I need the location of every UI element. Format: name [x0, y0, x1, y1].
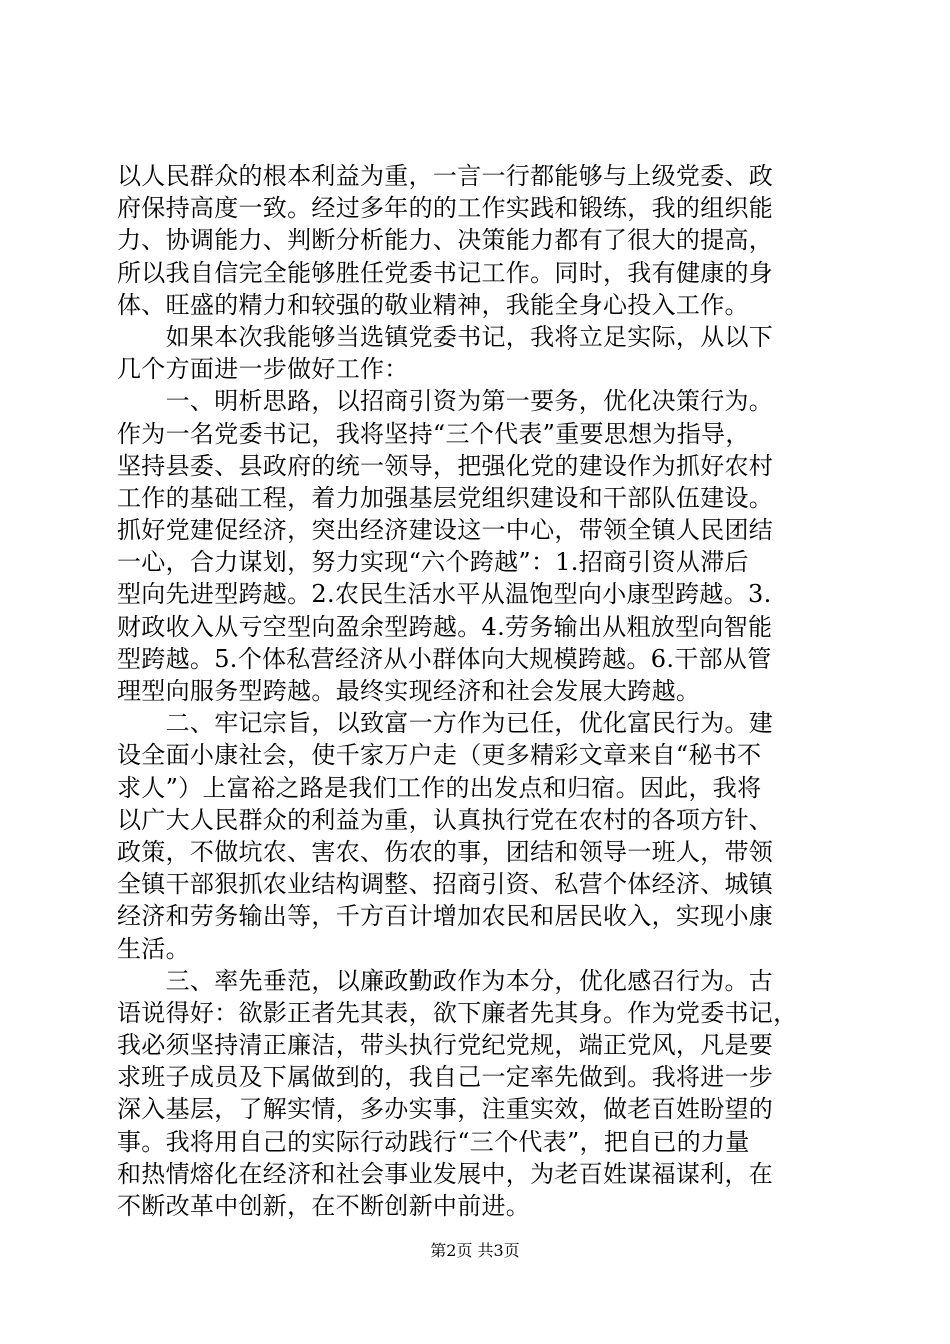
text-line: 经济和劳务输出等，千方百计增加农民和居民收入，实现小康 [117, 902, 774, 931]
text-line: 一、明析思路，以招商引资为第一要务，优化决策行为。 [117, 387, 774, 416]
text-line: 府保持高度一致。经过多年的的工作实践和锻练，我的组织能 [117, 194, 774, 223]
page-footer [0, 1240, 950, 1262]
text-line: 二、牢记宗旨，以致富一方作为已任，优化富民行为。建 [117, 709, 774, 738]
text-line: 坚持县委、县政府的统一领导，把强化党的建设作为抓好农村 [117, 451, 774, 480]
text-line: 型跨越。5.个体私营经济从小群体向大规模跨越。6.干部从管 [117, 644, 772, 673]
text-line: 理型向服务型跨越。最终实现经济和社会发展大跨越。 [117, 677, 701, 705]
text-line: 求人”）上富裕之路是我们工作的出发点和归宿。因此，我将 [117, 773, 762, 802]
text-line: 型向先进型跨越。2.农民生活水平从温饱型向小康型跨越。3. [117, 580, 772, 609]
text-line: 事。我将用自己的实际行动践行“三个代表”，把自已的力量 [117, 1127, 750, 1156]
text-line: 作为一名党委书记，我将坚持“三个代表”重要思想为指导， [117, 419, 750, 448]
text-line: 求班子成员及下属做到的，我自己一定率先做到。我将进一步 [117, 1063, 774, 1092]
text-line: 政策，不做坑农、害农、伤农的事，团结和领导一班人，带领 [117, 837, 774, 866]
text-line: 生活。 [117, 934, 190, 963]
text-line: 以广大人民群众的利益为重，认真执行党在农村的各项方针、 [117, 805, 774, 834]
text-line: 深入基层，了解实情，多办实事，注重实效，做老百姓盼望的 [117, 1095, 774, 1124]
text-line: 财政收入从亏空型向盈余型跨越。4.劳务输出从粗放型向智能 [117, 612, 773, 641]
text-line: 工作的基础工程，着力加强基层党组织建设和干部队伍建设。 [117, 483, 774, 512]
text-line: 几个方面进一步做好工作： [117, 355, 409, 384]
text-line: 设全面小康社会，使千家万户走（更多精彩文章来自“秘书不 [117, 741, 762, 770]
text-line: 全镇干部狠抓农业结构调整、招商引资、私营个体经济、城镇 [117, 870, 774, 899]
text-line: 语说得好：欲影正者先其表，欲下廉者先其身。作为党委书记， [117, 998, 798, 1027]
text-line: 我必须坚持清正廉洁，带头执行党纪党规，端正党风，凡是要 [117, 1031, 774, 1060]
text-line: 力、协调能力、判断分析能力、决策能力都有了很大的提高， [117, 226, 774, 255]
text-line: 如果本次我能够当选镇党委书记，我将立足实际，从以下 [117, 322, 774, 351]
text-line: 和热情熔化在经济和社会事业发展中，为老百姓谋福谋利，在 [117, 1159, 774, 1188]
text-line: 抓好党建促经济，突出经济建设这一中心，带领全镇人民团结 [117, 516, 774, 545]
text-line: 三、率先垂范，以廉政勤政作为本分，优化感召行为。古 [117, 966, 774, 995]
text-line: 所以我自信完全能够胜任党委书记工作。同时，我有健康的身 [117, 258, 774, 287]
text-line: 一心，合力谋划，努力实现“六个跨越”：1.招商引资从滞后 [117, 548, 749, 577]
text-line: 体、旺盛的精力和较强的敬业精神，我能全身心投入工作。 [117, 290, 749, 319]
body-text [117, 160, 837, 1222]
text-line: 不断改革中创新，在不断创新中前进。 [117, 1192, 531, 1220]
text-line: 以人民群众的根本利益为重，一言一行都能够与上级党委、政 [117, 162, 774, 190]
page-number: 第2页 共3页 [430, 1241, 520, 1260]
